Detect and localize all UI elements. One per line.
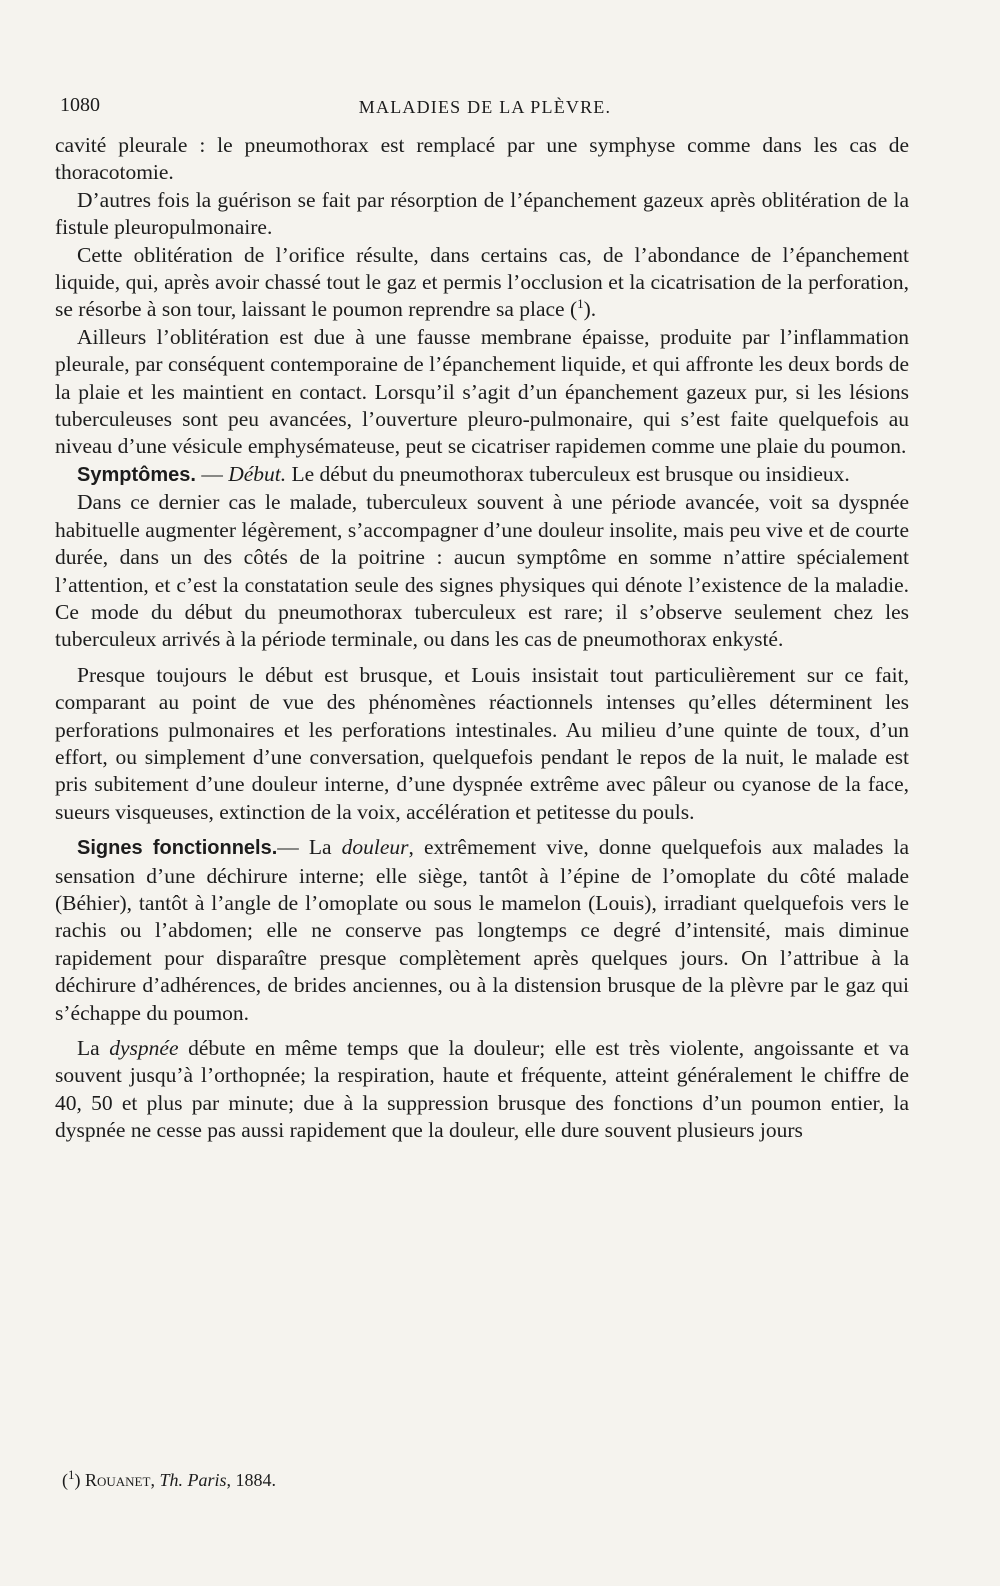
section-paragraph-signes-fonctionnels [55,834,909,1027]
paragraph [55,662,909,826]
paragraph-text: Le début du pneumothorax tuberculeux est brusque ou insidieux. [286,461,850,486]
paragraph [55,242,909,324]
heading-dash: — [277,835,309,860]
footnote-mark: 1 [68,1467,75,1482]
paragraph-text: débute en même temps que la douleur; elle est très violente, angoissante et va souvent jusqu’à l’orthopnée; la respiration, haute et fréquente, atteint généralement le chiffre de 40, 50 et plus par minute; due à la suppression brusque des fonctions d’un poumon entier, la dyspnée ne cesse pas aussi rapidement que la douleur, elle dure souvent plusieurs jours [55,1036,909,1143]
paragraph-text: Presque toujours le début est brusque, et Louis insistait tout particulièrement sur ce fait, comparant au point de vue des phénomènes réactionnels intenses qu’elles déterminent les perforations pulmonaires et les perforations intestinales. Au milieu d’une quinte de toux, d’un effort, ou simplement d’une conversation, quelquefois pendant le repos de la nuit, le malade est pris subitement d’une douleur interne, d’une dyspnée extrême avec pâleur ou cyanose de la face, sueurs visqueuses, extinction de la voix, accélération et petitesse du pouls. [55,662,909,824]
footnote-mark-open: ( [62,1470,68,1490]
footnote-source: Th. Paris [159,1470,227,1490]
running-head: MALADIES DE LA PLÈVRE. [358,97,612,117]
paragraph-text: D’autres fois la guérison se fait par résorption de l’épanchement gazeux après oblitération de la fistule pleuropulmonaire. [55,187,909,240]
paragraph [55,132,909,187]
paragraph-text-end: ). [583,297,597,322]
footnote-author: Rouanet [85,1470,151,1490]
paragraph [55,324,909,461]
paragraph [55,187,909,242]
footnote-year: , 1884. [226,1470,276,1490]
subsection-heading: Début. [228,461,287,486]
paragraph-text: cavité pleurale : le pneumothorax est remplacé par une symphyse comme dans les cas de thoracotomie. [55,133,909,185]
heading-dash: — [195,461,229,486]
paragraph-text: Ailleurs l’oblitération est due à une fausse membrane épaisse, produite par l’inflammation pleurale, par conséquent contemporaine de l’épanchement liquide, et qui affronte les deux bords de la plaie et les maintient en contact. Lorsqu’il s’agit d’un épanchement gazeux pur, si les lésions tuberculeuses sont peu avancées, l’ouverture pleuro-pulmonaire, qui s’est faite quelquefois au niveau d’une vésicule emphysémateuse, peut se cicatriser rapidemen comme une plaie du poumon. [55,324,909,459]
footnote-separator: , [150,1470,160,1490]
footnote-reference: 1 [577,296,584,312]
section-heading: Symptômes. [77,463,196,486]
italic-term: dyspnée [109,1036,179,1060]
footnote-mark-close: ) [74,1470,85,1490]
page-number: 1080 [60,94,100,116]
paragraph-text: Dans ce dernier cas le malade, tuberculeux souvent à une période avancée, voit sa dyspnée habituelle augmenter légèrement, s’accompagner d’une douleur insolite, mais peu vive et de courte durée, dans un des côtés de la poitrine : aucun symptôme en somme n’attire spécialement l’attention, et c’est la constatation seule des signes physiques qui dénote l’existence de la maladie. Ce mode du début du pneumothorax tuberculeux est rare; il s’observe seulement chez les tuberculeux arrivés à la période terminale, ou dans les cas de pneumothorax enkysté. [55,490,909,652]
lead-text: La [77,1036,110,1060]
body-text [55,132,909,1145]
paragraph [55,489,909,653]
paragraph-text: , extrêmement vive, donne quelquefois aux malades la sensation d’une déchirure interne; elle siège, tantôt à l’épine de l’omoplate du côté malade (Béhier), tantôt à l’angle de l’omoplate ou sous le mamelon (Louis), irradiant quelquefois vers le rachis ou l’abdomen; elle ne conserve pas longtemps ce degré d’intensité, mais diminue rapidement pour disparaître presque complètement après quelques jours. On l’attribue à la déchirure d’adhérences, de brides anciennes, ou à la distension brusque de la plèvre par le gaz qui s’échappe du poumon. [55,835,910,1025]
italic-term: douleur [341,835,409,860]
page-header [60,92,910,122]
section-heading: Signes fonctionnels. [77,837,278,860]
section-paragraph-symptomes [55,461,909,489]
footnote [62,1467,862,1494]
paragraph [55,1035,909,1145]
paragraph-text: Cette oblitération de l’orifice résulte, dans certains cas, de l’abondance de l’épanchement liquide, qui, après avoir chassé tout le gaz et permis l’occlusion et la cicatrisation de la perforation, se résorbe à son tour, laissant le poumon reprendre sa place ( [55,242,909,322]
lead-text: La [308,835,342,860]
